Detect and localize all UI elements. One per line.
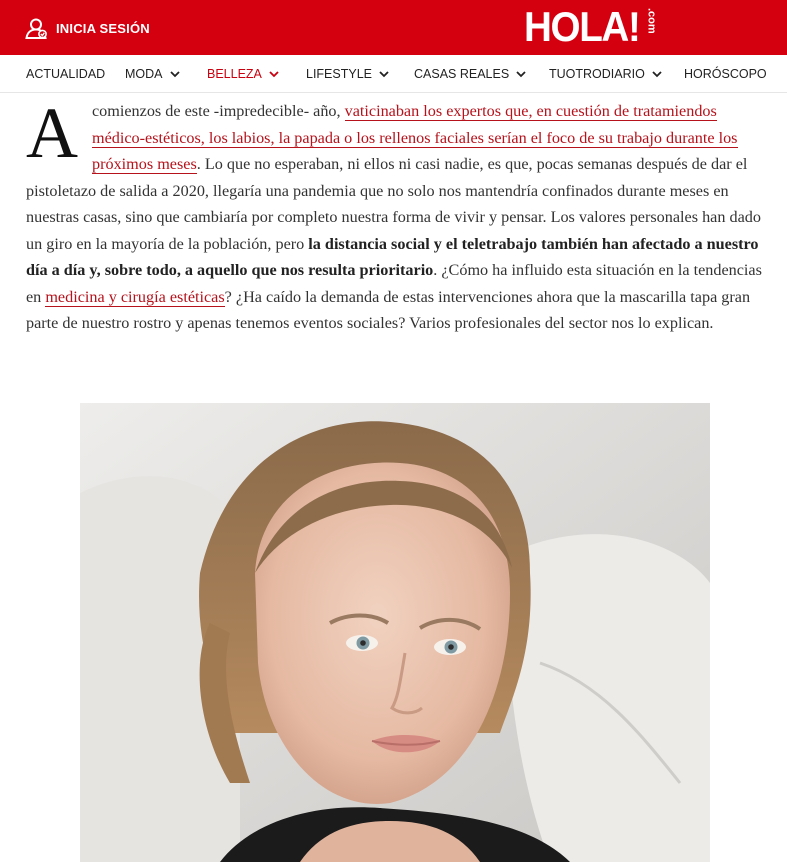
nav-label: CASAS REALES	[414, 67, 510, 81]
nav-item-belleza[interactable]	[207, 55, 279, 93]
article-text: comienzos de este -impredecible- año,	[92, 102, 345, 120]
article-text: . Lo que no esperaban, ni ellos ni casi nadie, es que, pocas semanas después de dar el pistoletazo de salida a 2020, llegaría una pandemia que no solo nos mantendría confinados durante meses en nuestras casas, sino que cambiaría por completo nuestra forma de vivir y pensar. Los valores personales han dado un giro en la mayoría de la población, pero	[26, 155, 761, 253]
article-link-medicina[interactable]: medicina y cirugía estéticas	[45, 287, 225, 306]
nav-label: TUOTRODIARIO	[549, 67, 645, 81]
chevron-down-icon	[269, 69, 279, 79]
login-button[interactable]	[24, 14, 150, 42]
chevron-down-icon	[516, 69, 526, 79]
article-paragraph	[26, 93, 766, 337]
drop-cap: A	[26, 93, 78, 173]
chevron-down-icon	[652, 69, 662, 79]
article-link-expertos[interactable]: vaticinaban los expertos que, en cuestión de tratamiendos médico-estéticos, los labios, la papada o los rellenos faciales serían el foco de su trabajo durante los próximos meses	[92, 102, 738, 173]
nav-item-casas-reales[interactable]	[414, 55, 526, 93]
nav-item-actualidad[interactable]	[26, 55, 105, 93]
nav-item-horoscopo[interactable]	[684, 55, 767, 93]
article-bold-text: la distancia social y el teletrabajo también han afectado a nuestro día a día y, sobre todo, a aquello que nos resulta prioritario	[26, 234, 759, 279]
portrait-illustration	[80, 403, 710, 862]
login-label: INICIA SESIÓN	[56, 20, 150, 36]
nav-label: LIFESTYLE	[306, 67, 372, 81]
nav-label: BELLEZA	[207, 67, 262, 81]
nav-item-moda[interactable]	[125, 55, 180, 93]
main-navigation	[0, 55, 787, 93]
chevron-down-icon	[170, 69, 180, 79]
chevron-down-icon	[379, 69, 389, 79]
nav-label: MODA	[125, 67, 163, 81]
site-header	[0, 0, 787, 55]
nav-label: ACTUALIDAD	[26, 67, 106, 81]
nav-item-tuotrodiario[interactable]	[549, 55, 662, 93]
user-icon	[24, 16, 48, 40]
nav-label: HORÓSCOPO	[684, 67, 767, 81]
site-logo[interactable]	[524, 2, 657, 52]
article-text: . ¿Cómo ha influido esta situación en la tendencias en	[26, 261, 762, 306]
article-body	[26, 93, 766, 337]
nav-item-lifestyle[interactable]	[306, 55, 389, 93]
logo-wordmark: HOLA!	[524, 3, 640, 50]
logo-suffix: .com	[645, 8, 658, 34]
article-text: ? ¿Ha caído la demanda de estas intervenciones ahora que la mascarilla tapa gran parte de nuestro rostro y apenas tenemos eventos sociales? Varios profesionales del sector nos lo explican.	[26, 287, 751, 332]
article-photo	[80, 403, 710, 862]
